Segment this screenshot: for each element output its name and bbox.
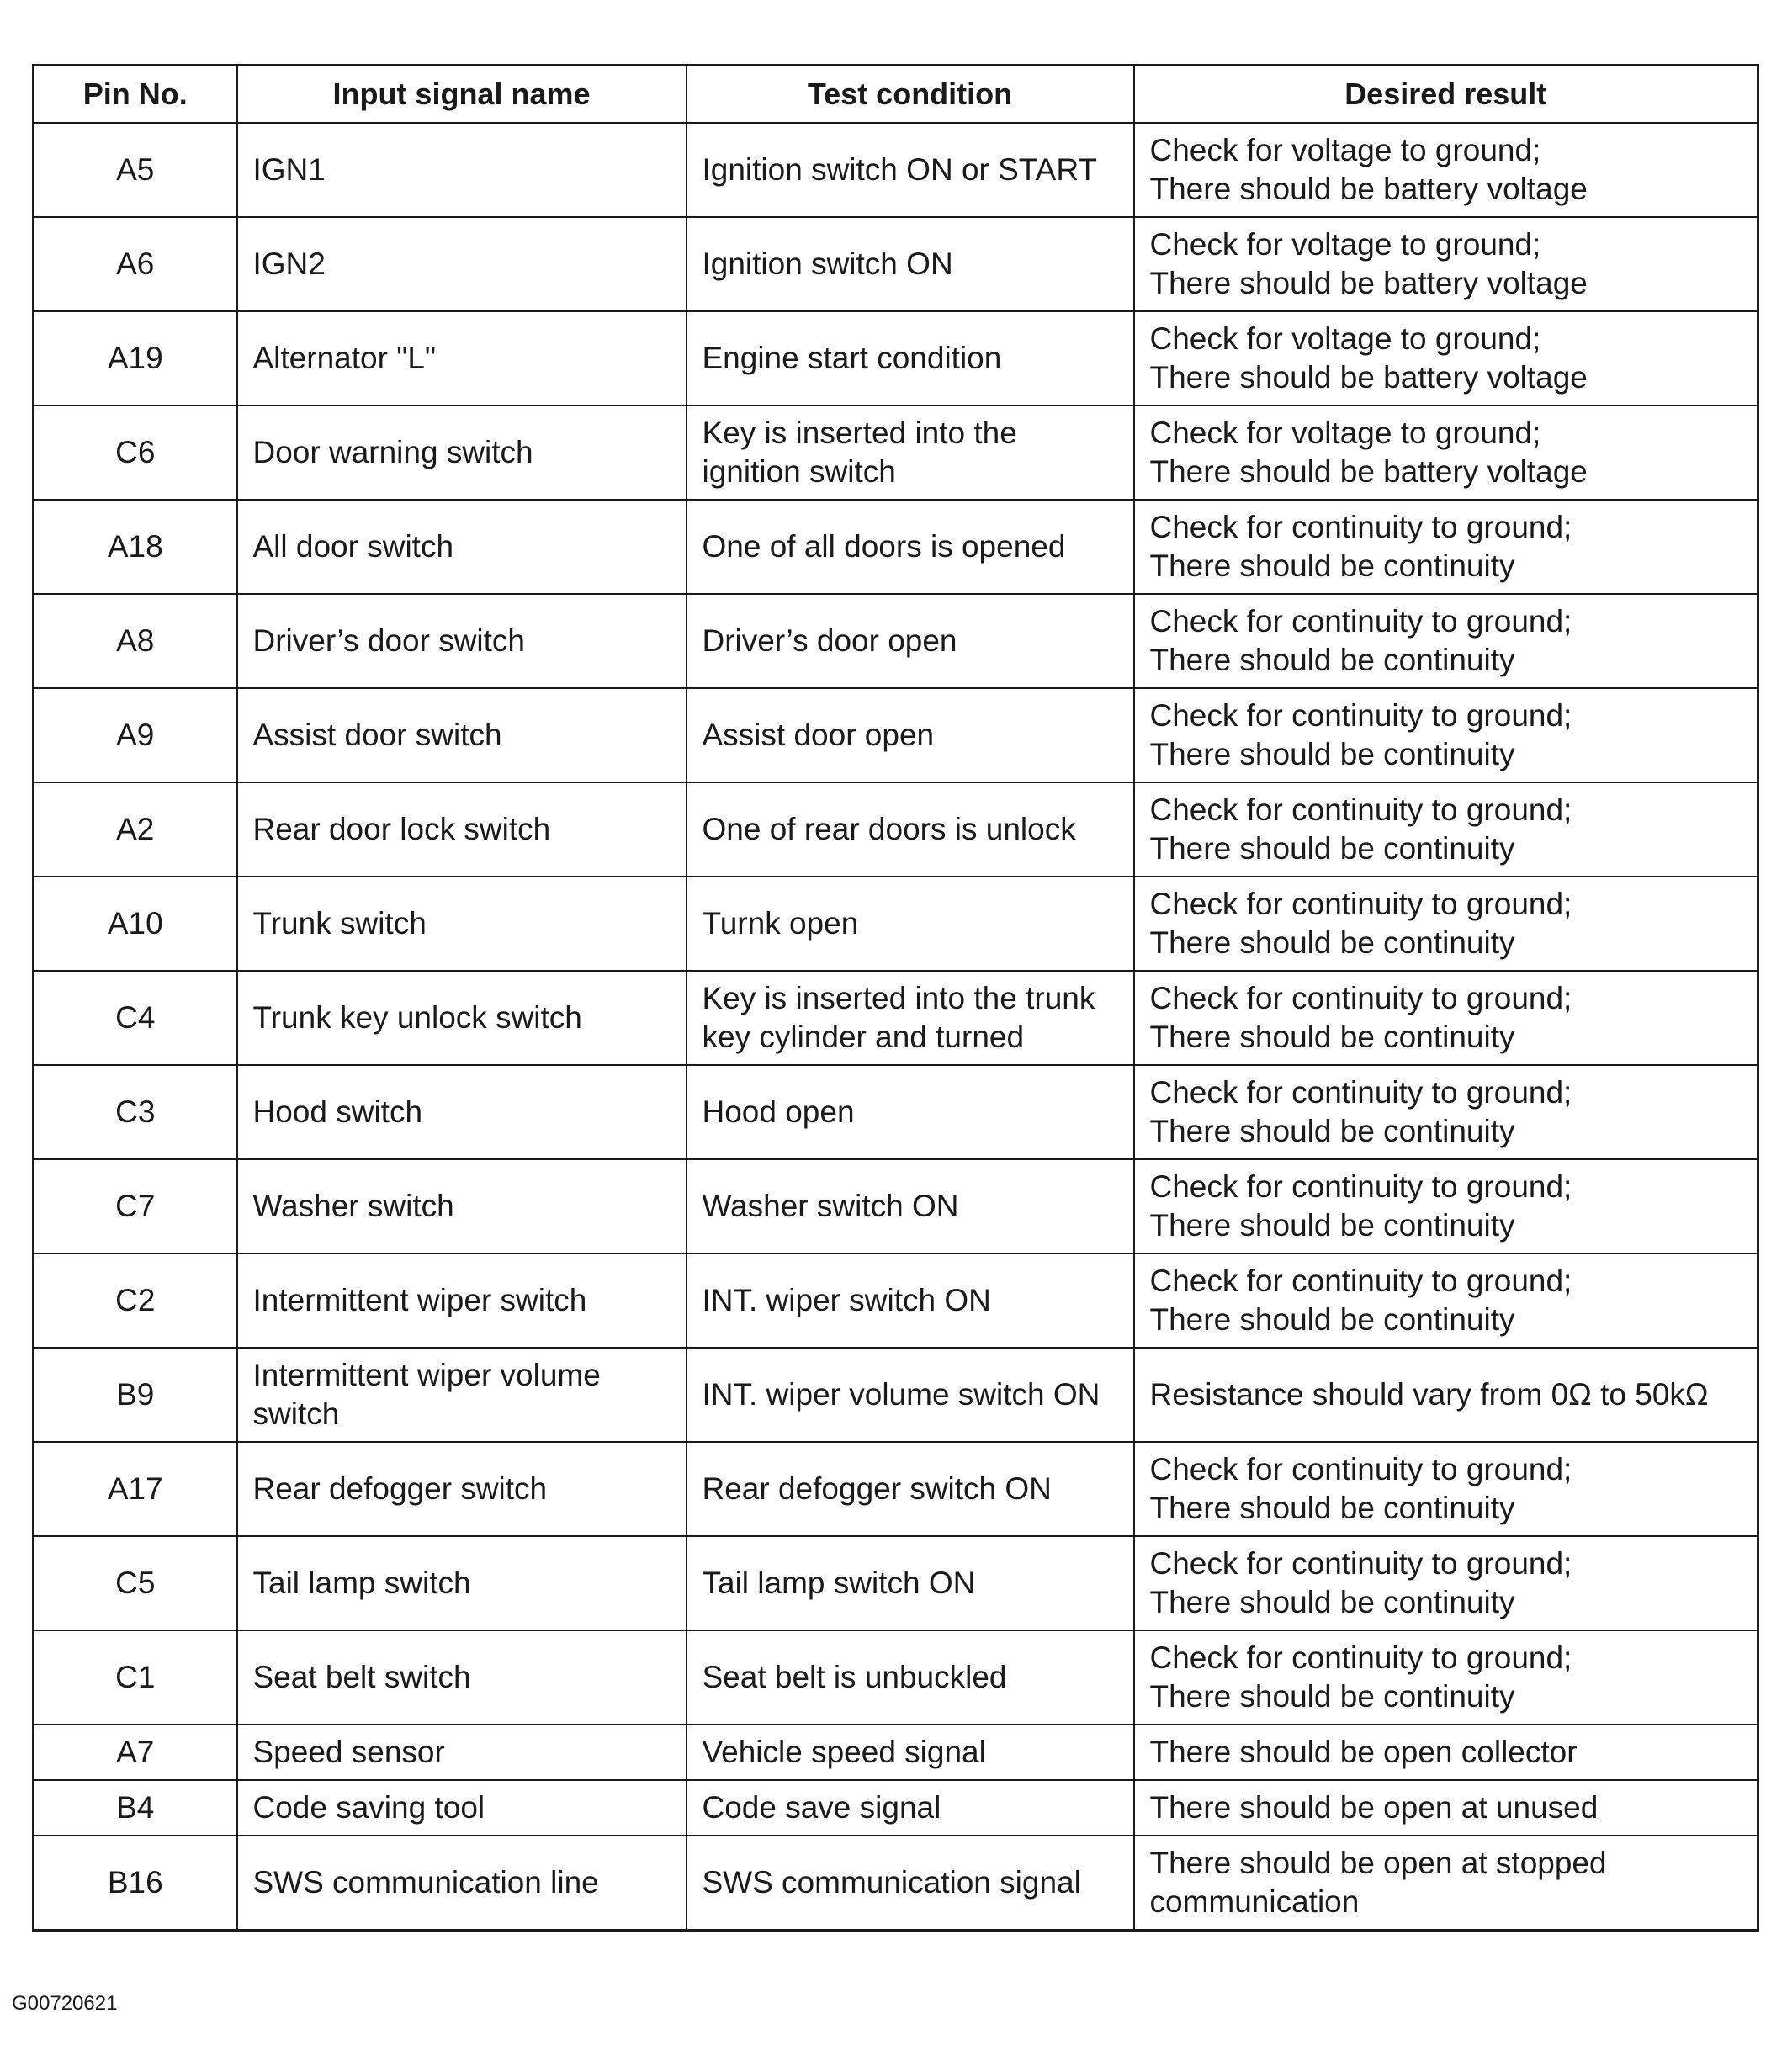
- result-line: Check for voltage to ground;: [1149, 227, 1541, 262]
- table-header-row: [34, 66, 1758, 124]
- pin-cell: B4: [34, 1780, 237, 1836]
- pin-cell: A18: [34, 500, 237, 594]
- result-cell: [1134, 217, 1758, 311]
- result-cell: [1134, 971, 1758, 1065]
- table-row: [34, 688, 1758, 782]
- pin-cell: A6: [34, 217, 237, 311]
- table-row: [34, 1836, 1758, 1931]
- table-row: [34, 1780, 1758, 1836]
- result-cell: [1134, 1065, 1758, 1159]
- header-pin-no: Pin No.: [34, 66, 237, 124]
- condition-cell: [687, 782, 1134, 877]
- result-cell: [1134, 311, 1758, 405]
- signal-line: Driver’s door switch: [252, 623, 525, 658]
- result-line: Check for continuity to ground;: [1149, 887, 1572, 921]
- result-line: There should be continuity: [1149, 737, 1515, 771]
- condition-cell: [687, 311, 1134, 405]
- signal-cell: [237, 971, 687, 1065]
- signal-line: Trunk switch: [252, 906, 427, 941]
- condition-line: Washer switch ON: [702, 1189, 959, 1223]
- pin-cell: A10: [34, 877, 237, 971]
- pin-cell: C3: [34, 1065, 237, 1159]
- result-line: There should be continuity: [1149, 1491, 1515, 1525]
- result-line: There should be continuity: [1149, 1020, 1515, 1054]
- signal-cell: [237, 405, 687, 500]
- signal-cell: [237, 1159, 687, 1253]
- table-row: [34, 1159, 1758, 1253]
- result-line: Check for continuity to ground;: [1149, 981, 1572, 1015]
- condition-cell: [687, 1780, 1134, 1836]
- result-cell: [1134, 1348, 1758, 1442]
- table-row: [34, 311, 1758, 405]
- pin-cell: A19: [34, 311, 237, 405]
- result-line: Check for continuity to ground;: [1149, 604, 1572, 639]
- condition-cell: [687, 217, 1134, 311]
- result-cell: [1134, 1159, 1758, 1253]
- header-input-signal-name: Input signal name: [237, 66, 687, 124]
- condition-cell: [687, 1536, 1134, 1630]
- signal-line: Code saving tool: [252, 1790, 485, 1825]
- pin-check-table-sheet: [32, 64, 1757, 1932]
- condition-cell: [687, 594, 1134, 688]
- table-row: [34, 1536, 1758, 1630]
- table-row: [34, 405, 1758, 500]
- signal-line: Washer switch: [252, 1189, 454, 1223]
- result-line: Check for continuity to ground;: [1149, 1546, 1572, 1581]
- result-cell: [1134, 1780, 1758, 1836]
- signal-line: Alternator "L": [252, 341, 437, 375]
- table-row: [34, 1630, 1758, 1725]
- condition-line: Engine start condition: [702, 341, 1002, 375]
- pin-cell: C7: [34, 1159, 237, 1253]
- pin-cell: C1: [34, 1630, 237, 1725]
- result-line: There should be continuity: [1149, 643, 1515, 677]
- signal-line: Intermittent wiper volume: [252, 1358, 601, 1392]
- result-cell: [1134, 594, 1758, 688]
- result-line: Check for continuity to ground;: [1149, 1640, 1572, 1675]
- condition-line: INT. wiper volume switch ON: [702, 1377, 1100, 1412]
- pin-cell: B9: [34, 1348, 237, 1442]
- signal-cell: [237, 782, 687, 877]
- condition-cell: [687, 123, 1134, 217]
- condition-cell: [687, 500, 1134, 594]
- condition-cell: [687, 1159, 1134, 1253]
- signal-cell: [237, 1442, 687, 1536]
- result-cell: [1134, 1836, 1758, 1931]
- result-line: There should be battery voltage: [1149, 360, 1588, 395]
- result-cell: [1134, 1725, 1758, 1780]
- result-line: Check for continuity to ground;: [1149, 1169, 1572, 1204]
- result-cell: [1134, 123, 1758, 217]
- condition-line: Driver’s door open: [702, 623, 957, 658]
- table-row: [34, 123, 1758, 217]
- pin-cell: A2: [34, 782, 237, 877]
- signal-line: Door warning switch: [252, 435, 533, 469]
- signal-line: Trunk key unlock switch: [252, 1000, 582, 1035]
- result-line: There should be continuity: [1149, 548, 1515, 583]
- signal-cell: [237, 1348, 687, 1442]
- table-row: [34, 971, 1758, 1065]
- result-cell: [1134, 1536, 1758, 1630]
- signal-cell: [237, 1253, 687, 1348]
- condition-cell: [687, 688, 1134, 782]
- condition-cell: [687, 1348, 1134, 1442]
- pin-cell: A9: [34, 688, 237, 782]
- table-row: [34, 1253, 1758, 1348]
- condition-cell: [687, 405, 1134, 500]
- signal-cell: [237, 1630, 687, 1725]
- result-cell: [1134, 1253, 1758, 1348]
- signal-line: IGN2: [252, 246, 326, 281]
- pin-cell: B16: [34, 1836, 237, 1931]
- result-line: There should be continuity: [1149, 1114, 1515, 1148]
- result-cell: [1134, 688, 1758, 782]
- result-line: Check for continuity to ground;: [1149, 1075, 1572, 1110]
- result-line: Check for voltage to ground;: [1149, 321, 1541, 356]
- header-test-condition: Test condition: [687, 66, 1134, 124]
- result-line: Check for continuity to ground;: [1149, 1452, 1572, 1486]
- pin-check-table: [32, 64, 1759, 1932]
- condition-line: Rear defogger switch ON: [702, 1471, 1052, 1506]
- signal-cell: [237, 594, 687, 688]
- pin-cell: C5: [34, 1536, 237, 1630]
- result-line: There should be open collector: [1149, 1735, 1578, 1769]
- result-line: communication: [1149, 1884, 1360, 1919]
- condition-line: Ignition switch ON or START: [702, 152, 1097, 187]
- signal-cell: [237, 1780, 687, 1836]
- result-line: There should be battery voltage: [1149, 454, 1588, 489]
- result-line: There should be open at stopped: [1149, 1846, 1607, 1880]
- signal-line: Tail lamp switch: [252, 1566, 471, 1600]
- signal-cell: [237, 1065, 687, 1159]
- pin-cell: A5: [34, 123, 237, 217]
- table-row: [34, 594, 1758, 688]
- signal-line: Intermittent wiper switch: [252, 1283, 587, 1317]
- result-line: Check for continuity to ground;: [1149, 792, 1572, 827]
- signal-cell: [237, 311, 687, 405]
- condition-cell: [687, 1630, 1134, 1725]
- signal-line: Rear defogger switch: [252, 1471, 548, 1506]
- condition-line: Seat belt is unbuckled: [702, 1660, 1007, 1694]
- result-line: Check for voltage to ground;: [1149, 133, 1541, 167]
- condition-line: SWS communication signal: [702, 1865, 1081, 1900]
- condition-cell: [687, 1065, 1134, 1159]
- condition-line: Hood open: [702, 1094, 855, 1129]
- pin-cell: C4: [34, 971, 237, 1065]
- signal-cell: [237, 1725, 687, 1780]
- condition-line: Ignition switch ON: [702, 246, 953, 281]
- signal-line: Hood switch: [252, 1094, 423, 1129]
- condition-line: key cylinder and turned: [702, 1020, 1025, 1054]
- result-line: Resistance should vary from 0Ω to 50kΩ: [1149, 1377, 1709, 1412]
- pin-cell: A7: [34, 1725, 237, 1780]
- result-cell: [1134, 782, 1758, 877]
- pin-cell: A8: [34, 594, 237, 688]
- result-cell: [1134, 500, 1758, 594]
- result-line: There should be battery voltage: [1149, 266, 1588, 300]
- signal-cell: [237, 877, 687, 971]
- table-row: [34, 1442, 1758, 1536]
- result-line: There should be continuity: [1149, 1208, 1515, 1243]
- table-row: [34, 782, 1758, 877]
- signal-line: SWS communication line: [252, 1865, 599, 1900]
- signal-cell: [237, 688, 687, 782]
- signal-cell: [237, 123, 687, 217]
- condition-line: Vehicle speed signal: [702, 1735, 986, 1769]
- result-line: Check for continuity to ground;: [1149, 1264, 1572, 1298]
- condition-line: INT. wiper switch ON: [702, 1283, 991, 1317]
- table-row: [34, 217, 1758, 311]
- table-row: [34, 877, 1758, 971]
- pin-cell: A17: [34, 1442, 237, 1536]
- signal-line: Rear door lock switch: [252, 812, 551, 846]
- signal-line: switch: [252, 1396, 340, 1431]
- result-line: Check for continuity to ground;: [1149, 698, 1572, 733]
- condition-line: Assist door open: [702, 718, 935, 752]
- condition-cell: [687, 1725, 1134, 1780]
- result-cell: [1134, 1442, 1758, 1536]
- condition-line: One of all doors is opened: [702, 529, 1066, 564]
- result-line: There should be open at unused: [1149, 1790, 1599, 1825]
- condition-line: Code save signal: [702, 1790, 941, 1825]
- result-cell: [1134, 405, 1758, 500]
- result-line: There should be continuity: [1149, 1302, 1515, 1337]
- result-line: There should be continuity: [1149, 1585, 1515, 1619]
- signal-line: Seat belt switch: [252, 1660, 471, 1694]
- result-cell: [1134, 877, 1758, 971]
- result-line: There should be continuity: [1149, 831, 1515, 866]
- result-line: There should be continuity: [1149, 1679, 1515, 1714]
- result-line: There should be continuity: [1149, 925, 1515, 960]
- figure-code: G00720621: [12, 1992, 118, 2015]
- condition-line: Tail lamp switch ON: [702, 1566, 976, 1600]
- condition-line: Key is inserted into the trunk: [702, 981, 1095, 1015]
- pin-cell: C2: [34, 1253, 237, 1348]
- signal-cell: [237, 1536, 687, 1630]
- condition-cell: [687, 971, 1134, 1065]
- signal-line: IGN1: [252, 152, 326, 187]
- signal-line: Speed sensor: [252, 1735, 445, 1769]
- signal-line: All door switch: [252, 529, 454, 564]
- signal-line: Assist door switch: [252, 718, 502, 752]
- condition-cell: [687, 1442, 1134, 1536]
- condition-cell: [687, 1253, 1134, 1348]
- table-row: [34, 500, 1758, 594]
- signal-cell: [237, 217, 687, 311]
- pin-cell: C6: [34, 405, 237, 500]
- signal-cell: [237, 500, 687, 594]
- condition-cell: [687, 1836, 1134, 1931]
- condition-line: Key is inserted into the: [702, 416, 1017, 450]
- table-row: [34, 1348, 1758, 1442]
- condition-line: Turnk open: [702, 906, 859, 941]
- result-line: There should be battery voltage: [1149, 172, 1588, 206]
- header-desired-result: Desired result: [1134, 66, 1758, 124]
- signal-cell: [237, 1836, 687, 1931]
- condition-cell: [687, 877, 1134, 971]
- result-cell: [1134, 1630, 1758, 1725]
- table-row: [34, 1725, 1758, 1780]
- condition-line: One of rear doors is unlock: [702, 812, 1076, 846]
- condition-line: ignition switch: [702, 454, 896, 489]
- result-line: Check for voltage to ground;: [1149, 416, 1541, 450]
- table-row: [34, 1065, 1758, 1159]
- result-line: Check for continuity to ground;: [1149, 510, 1572, 544]
